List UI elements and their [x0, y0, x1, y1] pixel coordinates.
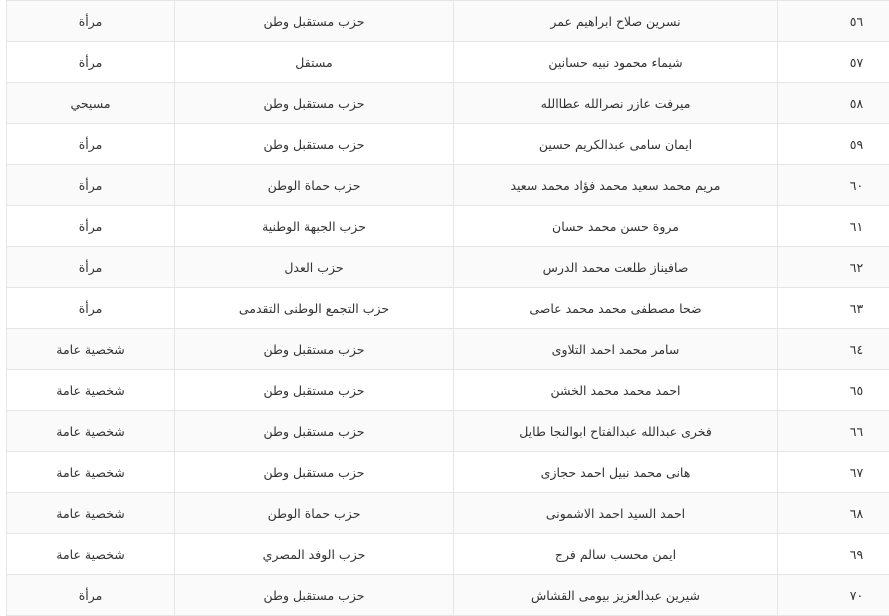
party-cell: حزب التجمع الوطنى التقدمى	[175, 288, 454, 329]
category-cell: مرأة	[7, 206, 175, 247]
table-row	[7, 83, 889, 124]
row-number-cell: ٥٦	[778, 1, 889, 42]
party-cell: حزب مستقبل وطن	[175, 1, 454, 42]
party-cell: حزب حماة الوطن	[175, 493, 454, 534]
row-number-cell: ٦٣	[778, 288, 889, 329]
row-number-cell: ٦٤	[778, 329, 889, 370]
party-cell: حزب مستقبل وطن	[175, 575, 454, 616]
member-name-cell: فخرى عبدالله عبدالفتاح ابوالنجا طايل	[454, 411, 778, 452]
table-row	[7, 206, 889, 247]
member-name-cell: ضحا مصطفى محمد محمد عاصى	[454, 288, 778, 329]
member-name-cell: ايمان سامى عبدالكريم حسين	[454, 124, 778, 165]
row-number-cell: ٦٨	[778, 493, 889, 534]
row-number-cell: ٦٢	[778, 247, 889, 288]
table-row	[7, 1, 889, 42]
member-name-cell: صافيناز طلعت محمد الدرس	[454, 247, 778, 288]
row-number-cell: ٥٧	[778, 42, 889, 83]
party-cell: حزب حماة الوطن	[175, 165, 454, 206]
category-cell: شخصية عامة	[7, 493, 175, 534]
table-row	[7, 329, 889, 370]
member-name-cell: مروة حسن محمد حسان	[454, 206, 778, 247]
category-cell: شخصية عامة	[7, 411, 175, 452]
members-table-body	[7, 1, 889, 616]
row-number-cell: ٥٨	[778, 83, 889, 124]
row-number-cell: ٦١	[778, 206, 889, 247]
table-row	[7, 165, 889, 206]
party-cell: حزب مستقبل وطن	[175, 83, 454, 124]
row-number-cell: ٦٥	[778, 370, 889, 411]
party-cell: حزب الوفد المصري	[175, 534, 454, 575]
member-name-cell: احمد محمد محمد الخشن	[454, 370, 778, 411]
table-row	[7, 42, 889, 83]
member-name-cell: ميرفت عازر نصرالله عطاالله	[454, 83, 778, 124]
row-number-cell: ٦٦	[778, 411, 889, 452]
member-name-cell: مريم محمد سعيد محمد فؤاد محمد سعيد	[454, 165, 778, 206]
party-cell: حزب مستقبل وطن	[175, 411, 454, 452]
party-cell: حزب العدل	[175, 247, 454, 288]
category-cell: مرأة	[7, 42, 175, 83]
table-row	[7, 124, 889, 165]
category-cell: مرأة	[7, 124, 175, 165]
category-cell: شخصية عامة	[7, 534, 175, 575]
row-number-cell: ٥٩	[778, 124, 889, 165]
category-cell: مرأة	[7, 247, 175, 288]
member-name-cell: احمد السيد احمد الاشمونى	[454, 493, 778, 534]
category-cell: شخصية عامة	[7, 370, 175, 411]
category-cell: مرأة	[7, 1, 175, 42]
party-cell: حزب مستقبل وطن	[175, 452, 454, 493]
table-row	[7, 534, 889, 575]
party-cell: حزب مستقبل وطن	[175, 329, 454, 370]
member-name-cell: هانى محمد نبيل احمد حجازى	[454, 452, 778, 493]
row-number-cell: ٦٧	[778, 452, 889, 493]
table-row	[7, 370, 889, 411]
members-table	[6, 0, 889, 616]
row-number-cell: ٧٠	[778, 575, 889, 616]
party-cell: حزب مستقبل وطن	[175, 370, 454, 411]
table-row	[7, 288, 889, 329]
table-row	[7, 575, 889, 616]
table-row	[7, 247, 889, 288]
category-cell: شخصية عامة	[7, 329, 175, 370]
row-number-cell: ٦٠	[778, 165, 889, 206]
row-number-cell: ٦٩	[778, 534, 889, 575]
category-cell: مسيحي	[7, 83, 175, 124]
category-cell: مرأة	[7, 575, 175, 616]
category-cell: مرأة	[7, 165, 175, 206]
table-row	[7, 452, 889, 493]
table-row	[7, 493, 889, 534]
member-name-cell: ايمن محسب سالم فرج	[454, 534, 778, 575]
member-name-cell: شيماء محمود نبيه حسانين	[454, 42, 778, 83]
party-cell: حزب الجبهة الوطنية	[175, 206, 454, 247]
party-cell: مستقل	[175, 42, 454, 83]
category-cell: مرأة	[7, 288, 175, 329]
members-table-container	[6, 0, 883, 616]
member-name-cell: نسرين صلاح ابراهيم عمر	[454, 1, 778, 42]
member-name-cell: شيرين عبدالعزيز بيومى القشاش	[454, 575, 778, 616]
party-cell: حزب مستقبل وطن	[175, 124, 454, 165]
category-cell: شخصية عامة	[7, 452, 175, 493]
table-row	[7, 411, 889, 452]
member-name-cell: سامر محمد احمد التلاوى	[454, 329, 778, 370]
